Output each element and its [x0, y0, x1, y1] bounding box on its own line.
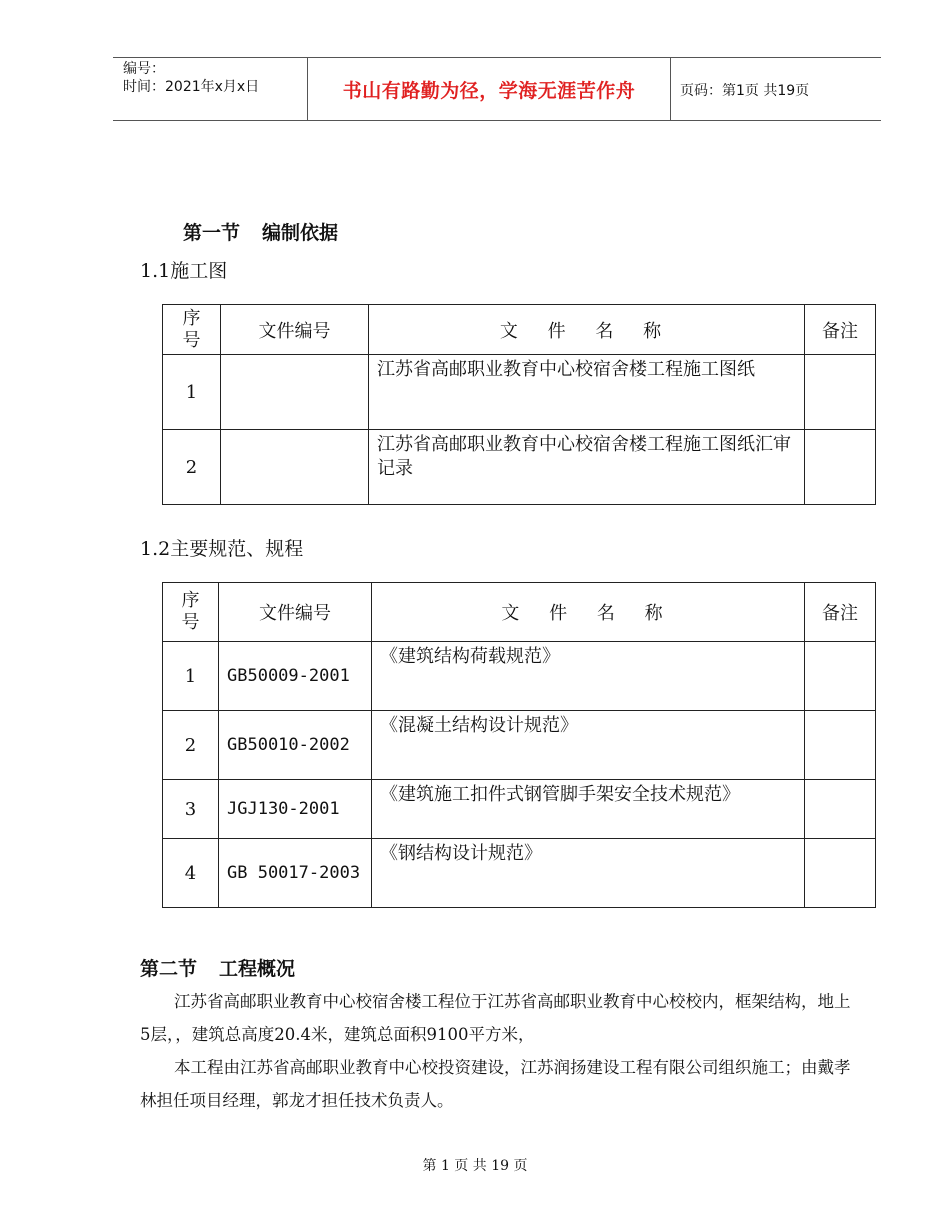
row-note — [805, 839, 876, 908]
row-seq: 1 — [163, 355, 221, 430]
header-name: 文 件 名 称 — [369, 305, 805, 355]
doc-time-label: 时间：2021年x月x日 — [123, 79, 260, 95]
row-code: GB50010-2002 — [219, 711, 372, 780]
overview-paragraph-2: 本工程由江苏省高邮职业教育中心校投资建设，江苏润扬建设工程有限公司组织施工；由戴孝林担任项目经理，郭龙才担任技术负责人。 — [140, 1058, 851, 1110]
subsection-1-1-title: 1.1施工图 — [140, 260, 228, 282]
row-note — [805, 711, 876, 780]
section-1-number: 第一节 — [183, 222, 241, 244]
section-2-heading: 工程概况 — [219, 958, 296, 980]
page-footer: 第 1 页 共 19 页 — [422, 1158, 528, 1174]
header-meta — [123, 60, 259, 96]
header-code: 文件编号 — [221, 305, 369, 355]
row-code: JGJ130-2001 — [219, 780, 372, 839]
row-code — [221, 430, 369, 505]
header-seq: 序号 — [163, 305, 221, 355]
row-seq: 3 — [163, 780, 219, 839]
row-note — [805, 430, 876, 505]
row-code: GB 50017-2003 — [219, 839, 372, 908]
row-name: 《混凝土结构设计规范》 — [372, 711, 805, 780]
row-seq: 4 — [163, 839, 219, 908]
row-name: 江苏省高邮职业教育中心校宿舍楼工程施工图纸汇审记录 — [369, 430, 805, 505]
header-divider — [670, 58, 671, 120]
header-page-label: 页码：第1页 共19页 — [680, 83, 810, 99]
overview-paragraph-1: 江苏省高邮职业教育中心校宿舍楼工程位于江苏省高邮职业教育中心校校内，框架结构，地上5层，，建筑总高度20.4米，建筑总面积9100平方米， — [140, 992, 851, 1044]
row-name: 《钢结构设计规范》 — [372, 839, 805, 908]
header-code: 文件编号 — [219, 583, 372, 642]
header-note: 备注 — [805, 305, 876, 355]
table-row — [163, 839, 876, 908]
drawings-table — [162, 304, 876, 505]
row-seq: 1 — [163, 642, 219, 711]
header-seq: 序号 — [163, 583, 219, 642]
row-name: 《建筑结构荷载规范》 — [372, 642, 805, 711]
table-row — [163, 355, 876, 430]
row-code — [221, 355, 369, 430]
row-code: GB50009-2001 — [219, 642, 372, 711]
row-note — [805, 355, 876, 430]
header-note: 备注 — [805, 583, 876, 642]
section-1-heading: 编制依据 — [262, 222, 339, 244]
section-2-title — [140, 954, 295, 981]
section-2-number: 第二节 — [140, 958, 198, 980]
table-row — [163, 780, 876, 839]
subsection-1-2-title: 1.2主要规范、规程 — [140, 538, 304, 560]
table-header-row — [163, 305, 876, 355]
table-row — [163, 642, 876, 711]
row-note — [805, 642, 876, 711]
header-motto: 书山有路勤为径，学海无涯苦作舟 — [342, 80, 636, 102]
row-seq: 2 — [163, 711, 219, 780]
row-name: 《建筑施工扣件式钢管脚手架安全技术规范》 — [372, 780, 805, 839]
page-header — [113, 57, 881, 121]
table-header-row — [163, 583, 876, 642]
row-name: 江苏省高邮职业教育中心校宿舍楼工程施工图纸 — [369, 355, 805, 430]
doc-number-label: 编号： — [123, 61, 165, 77]
header-name: 文 件 名 称 — [372, 583, 805, 642]
standards-table — [162, 582, 876, 908]
table-row — [163, 430, 876, 505]
section-1-title — [183, 218, 338, 245]
table-row — [163, 711, 876, 780]
row-seq: 2 — [163, 430, 221, 505]
row-note — [805, 780, 876, 839]
